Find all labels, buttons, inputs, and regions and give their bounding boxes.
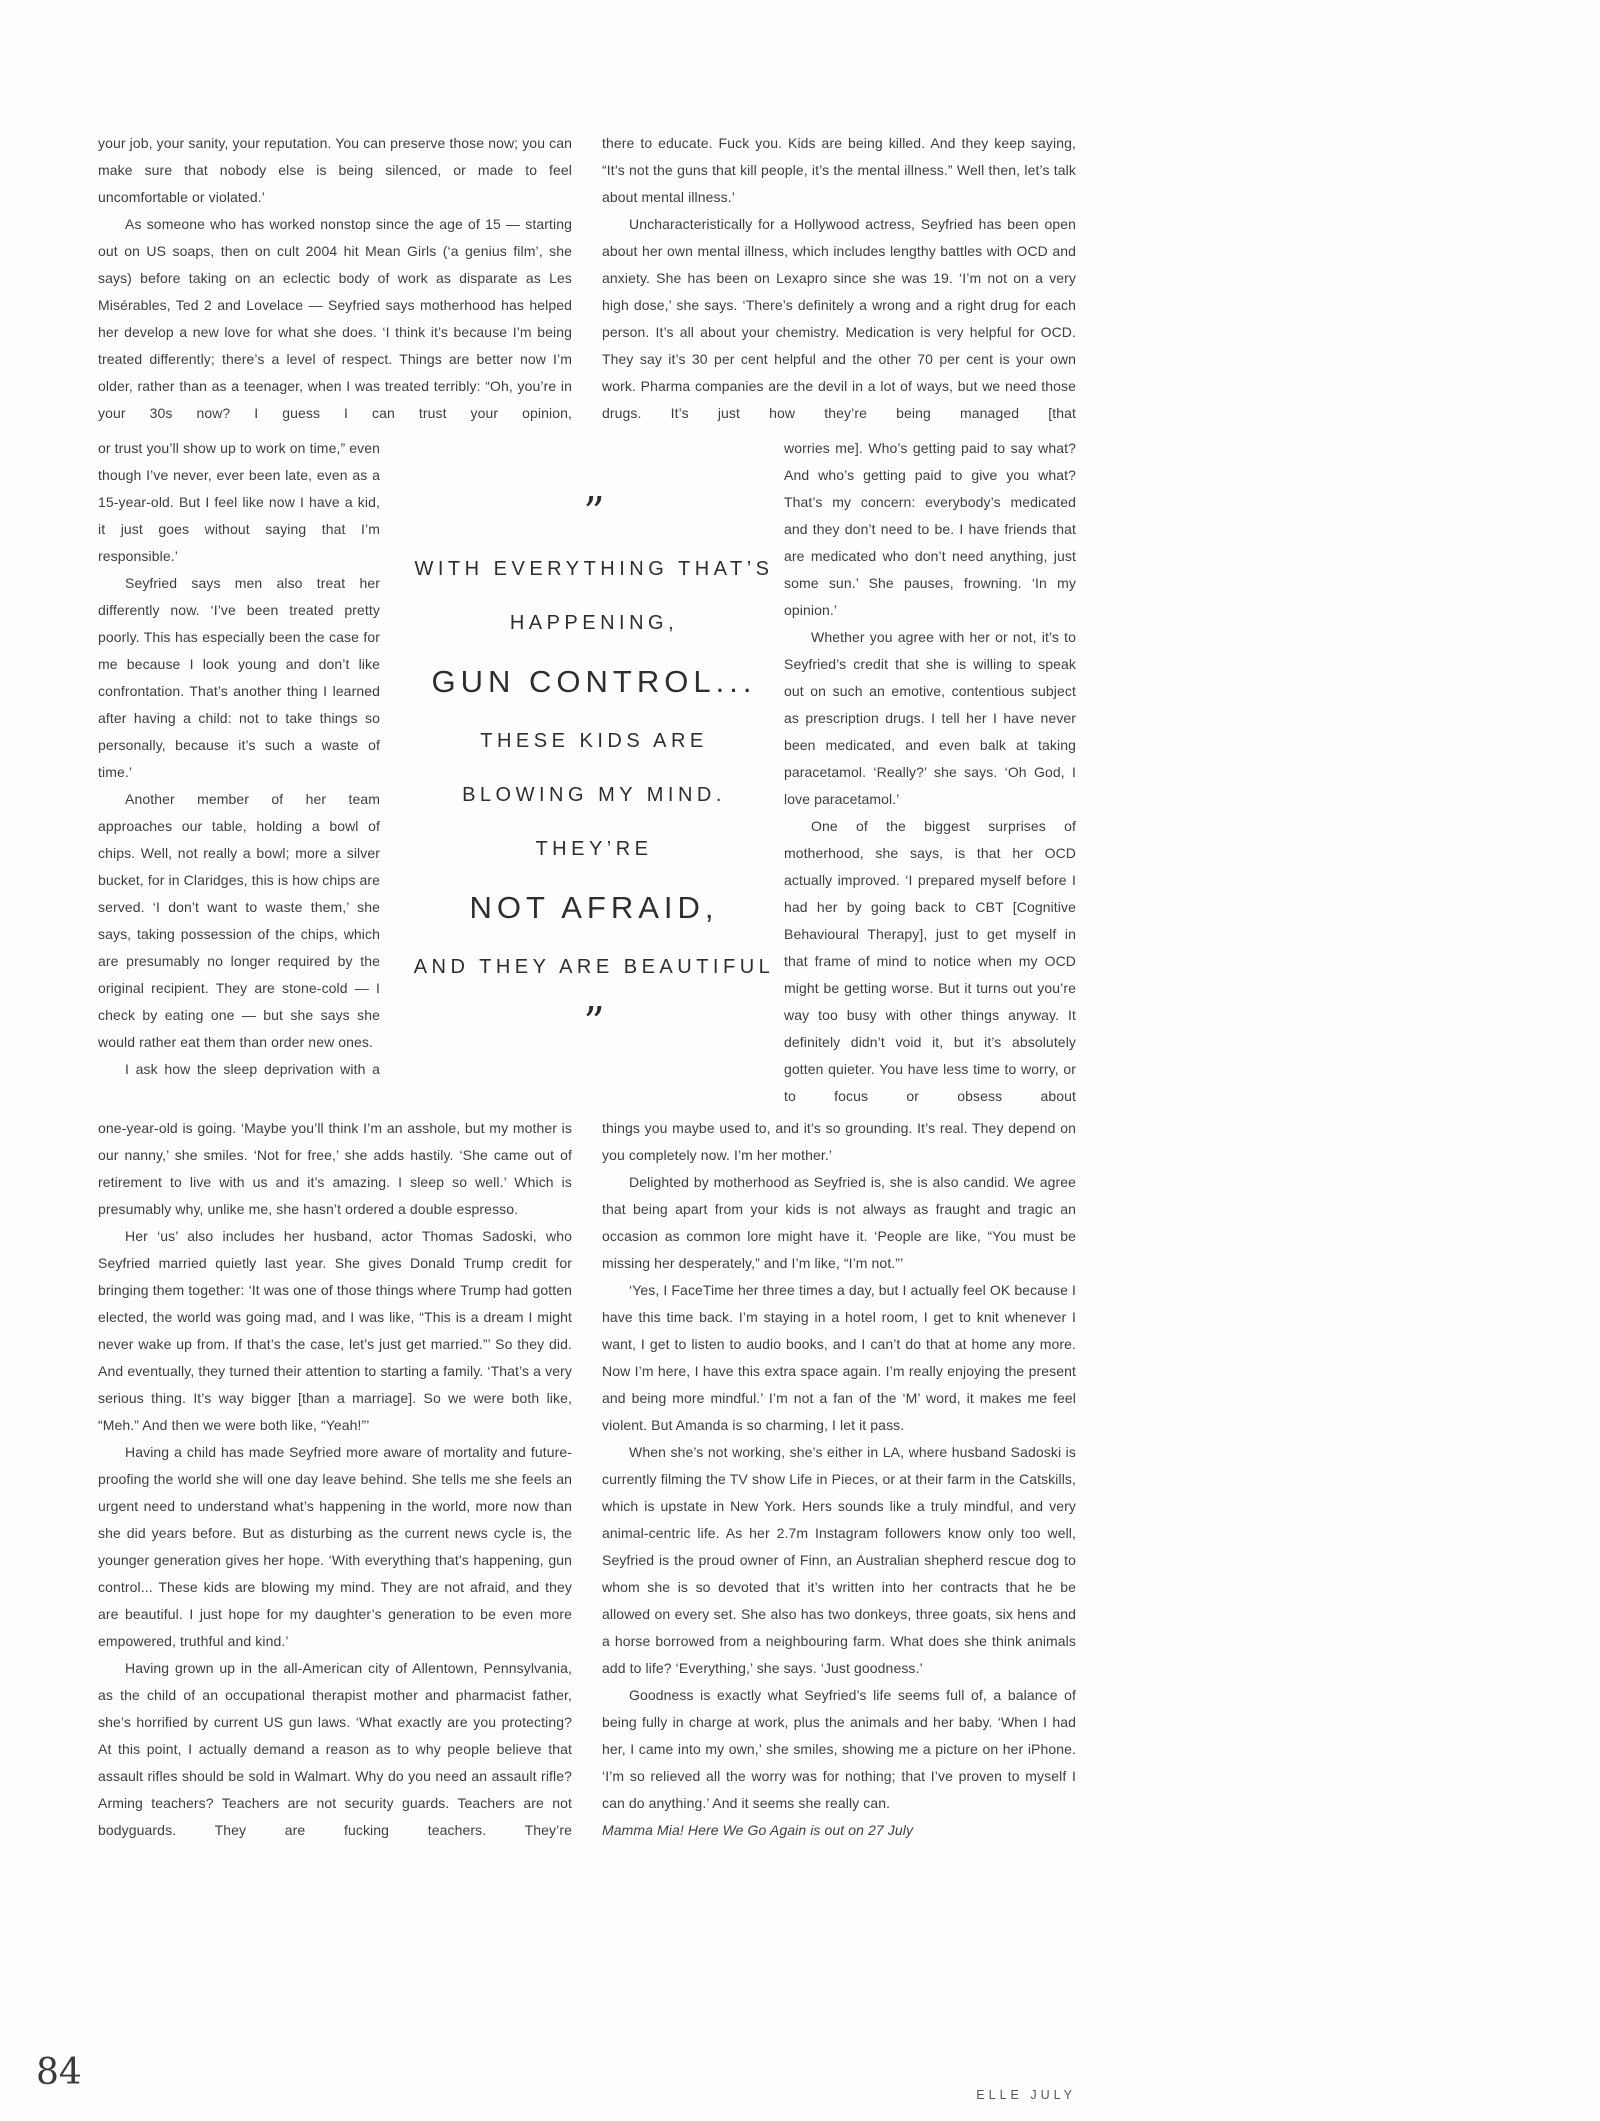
body-paragraph: Another member of her team approaches our table, holding a bowl of chips. Well, not really a bowl; more a silver bucket, for in Claridges, this is how chips are served. ‘I don’t want to waste them,’ she says, taking possession of the chips, which are presumably no longer required by the original recipient. They are stone-cold — I check by eating one — but she says she would rather eat them than order new ones. xyxy=(98,791,380,1050)
pull-quote-line: THEY’RE xyxy=(535,838,653,860)
body-paragraph: worries me]. Who’s getting paid to say what? And who’s getting paid to give you what? That’s my concern: everybody’s medicated and they don’t need to be. I have friends that are medicated who don’t need anything, just some sun.’ She pauses, frowning. ‘In my opinion.’ xyxy=(784,440,1076,618)
left-column-narrow xyxy=(98,435,380,1083)
right-column-narrow xyxy=(784,435,1076,1110)
body-paragraph: ‘Yes, I FaceTime her three times a day, but I actually feel OK because I have this time back. I’m staying in a hotel room, I get to knit whenever I want, I get to listen to audio books, and I can’t do that at home any more. Now I’m here, I have this extra space again. I’m really enjoying the present and being more mindful.’ I’m not a fan of the ‘M’ word, it makes me feel violent. But Amanda is so charming, I let it pass. xyxy=(602,1282,1076,1433)
page-number: 84 xyxy=(36,2052,82,2093)
body-paragraph: Goodness is exactly what Seyfried’s life seems full of, a balance of being fully in charge at work, plus the animals and her baby. ‘When I had her, I came into my own,’ she smiles, showing me a picture on her iPhone. ‘I’m so relieved all the worry was for nothing; that I’ve proven to myself I can do anything.’ And it seems she really can. xyxy=(602,1687,1076,1811)
pull-quote-line-emphasis: GUN CONTROL... xyxy=(431,664,757,699)
pull-quote-line: WITH EVERYTHING THAT’S xyxy=(414,558,774,580)
pull-quote-line: HAPPENING, xyxy=(509,612,679,634)
pull-quote-line: AND THEY ARE BEAUTIFUL xyxy=(413,956,775,978)
body-paragraph: Delighted by motherhood as Seyfried is, she is also candid. We agree that being apart from your kids is not always as fraught and tragic an occasion as common lore might have it. ‘People are like, “You must be missing her desperately,” and I’m like, “I’m not.”’ xyxy=(602,1174,1076,1271)
body-paragraph: your job, your sanity, your reputation. You can preserve those now; you can make sure that nobody else is being silenced, or made to feel uncomfortable or violated.’ xyxy=(98,135,572,205)
body-paragraph: Uncharacteristically for a Hollywood actress, Seyfried has been open about her own mental illness, which includes lengthy battles with OCD and anxiety. She has been on Lexapro since she was 19. ‘I’m not on a very high dose,’ she says. ‘There’s definitely a wrong and a right drug for each person. It’s all about your chemistry. Medication is very helpful for OCD. They say it’s 30 per cent helpful and the other 70 per cent is your own work. Pharma companies are the devil in a lot of ways, but we need those drugs. It’s just how they’re being managed [that xyxy=(602,216,1076,421)
right-column-bottom xyxy=(602,1115,1076,1844)
left-column-top xyxy=(98,130,572,427)
quote-mark-close-icon: ” xyxy=(583,998,605,1047)
right-column-top xyxy=(602,130,1076,427)
body-paragraph: Her ‘us’ also includes her husband, actor Thomas Sadoski, who Seyfried married quietly last year. She gives Donald Trump credit for bringing them together: ‘It was one of those things where Trump had gotten elected, the world was going mad, and I was like, “This is a dream I might never wake up from. If that’s the case, let’s just get married.”’ So they did. And eventually, they turned their attention to starting a family. ‘That’s a very serious thing. It’s way bigger [than a marriage]. So we were both like, “Meh.” And then we were both like, “Yeah!”’ xyxy=(98,1228,572,1433)
body-paragraph: Having a child has made Seyfried more aware of mortality and future-proofing the world she will one day leave behind. She tells me she feels an urgent need to understand what’s happening in the world, more now than she did years before. But as disturbing as the current news cycle is, the younger generation gives her hope. ‘With everything that’s happening, gun control... These kids are blowing my mind. They are not afraid, and they are beautiful. I just hope for my daughter’s generation to be even more empowered, truthful and kind.’ xyxy=(98,1444,572,1649)
body-paragraph: things you maybe used to, and it’s so grounding. It’s real. They depend on you completely now. I’m her mother.’ xyxy=(602,1120,1076,1163)
body-paragraph: One of the biggest surprises of motherhood, she says, is that her OCD actually improved. ‘I prepared myself before I had her by going back to CBT [Cognitive Behavioural Therapy], just to get myself in that frame of mind to notice when my OCD might be getting worse. But it turns out you’re way too busy with other things anyway. It definitely didn’t void it, but it’s absolutely gotten quieter. You have less time to worry, or to focus or obsess about xyxy=(784,818,1076,1104)
body-paragraph: Whether you agree with her or not, it’s to Seyfried’s credit that she is willing to speak out on such an emotive, contentious subject as prescription drugs. I tell her I have never been medicated, and even balk at taking paracetamol. ‘Really?’ she says. ‘Oh God, I love paracetamol.’ xyxy=(784,629,1076,807)
quote-mark-open-icon: ” xyxy=(583,488,605,537)
body-paragraph: As someone who has worked nonstop since the age of 15 — starting out on US soaps, then on cult 2004 hit Mean Girls (‘a genius film’, she says) before taking on an eclectic body of work as disparate as Les Misérables, Ted 2 and Lovelace — Seyfried says motherhood has helped her develop a new love for what she does. ‘I think it’s because I’m being treated differently; there’s a level of respect. Things are better now I’m older, rather than as a teenager, when I was treated terribly: “Oh, you’re in your 30s now? I guess I can trust your opinion, xyxy=(98,216,572,421)
pull-quote-line-emphasis: NOT AFRAID, xyxy=(469,890,719,925)
pull-quote xyxy=(408,488,780,1047)
body-paragraph: one-year-old is going. ‘Maybe you’ll think I’m an asshole, but my mother is our nanny,’ she smiles. ‘Not for free,’ she adds hastily. ‘She came out of retirement to live with us and it’s amazing. I sleep so well.’ Which is presumably why, unlike me, she hasn’t ordered a double espresso. xyxy=(98,1120,572,1217)
body-paragraph: When she’s not working, she’s either in LA, where husband Sadoski is currently filming the TV show Life in Pieces, or at their farm in the Catskills, which is upstate in New York. Hers sounds like a truly mindful, and very animal-centric life. As her 2.7m Instagram followers know only too well, Seyfried is the proud owner of Finn, an Australian shepherd rescue dog to whom she is so devoted that it’s written into her contracts that he be allowed on every set. She also has two donkeys, three goats, six hens and a horse borrowed from a neighbouring farm. What does she think animals add to life? ‘Everything,’ she says. ‘Just goodness.’ xyxy=(602,1444,1076,1676)
pull-quote-line: THESE KIDS ARE xyxy=(480,730,708,752)
body-paragraph: Having grown up in the all-American city of Allentown, Pennsylvania, as the child of an occupational therapist mother and pharmacist father, she’s horrified by current US gun laws. ‘What exactly are you protecting? At this point, I actually demand a reason as to why people believe that assault rifles should be sold in Walmart. Why do you need an assault rifle? Arming teachers? Teachers are not security guards. Teachers are not bodyguards. They are fucking teachers. They’re xyxy=(98,1660,572,1838)
body-paragraph: I ask how the sleep deprivation with a xyxy=(125,1061,380,1077)
magazine-footer: ELLE JULY xyxy=(976,2088,1076,2102)
release-credit-line: Mamma Mia! Here We Go Again is out on 27 July xyxy=(602,1822,914,1838)
left-column-bottom xyxy=(98,1115,572,1844)
body-paragraph: Seyfried says men also treat her differently now. ‘I’ve been treated pretty poorly. This has especially been the case for me because I look young and don’t like confrontation. That’s another thing I learned after having a child: not to take things so personally, because it’s such a waste of time.’ xyxy=(98,575,380,780)
body-paragraph: there to educate. Fuck you. Kids are being killed. And they keep saying, “It’s not the guns that kill people, it’s the mental illness.” Well then, let’s talk about mental illness.’ xyxy=(602,135,1076,205)
pull-quote-line: BLOWING MY MIND. xyxy=(462,784,726,806)
body-paragraph: or trust you’ll show up to work on time,” even though I’ve never, ever been late, even as a 15-year-old. But I feel like now I have a kid, it just goes without saying that I’m responsible.’ xyxy=(98,440,380,564)
